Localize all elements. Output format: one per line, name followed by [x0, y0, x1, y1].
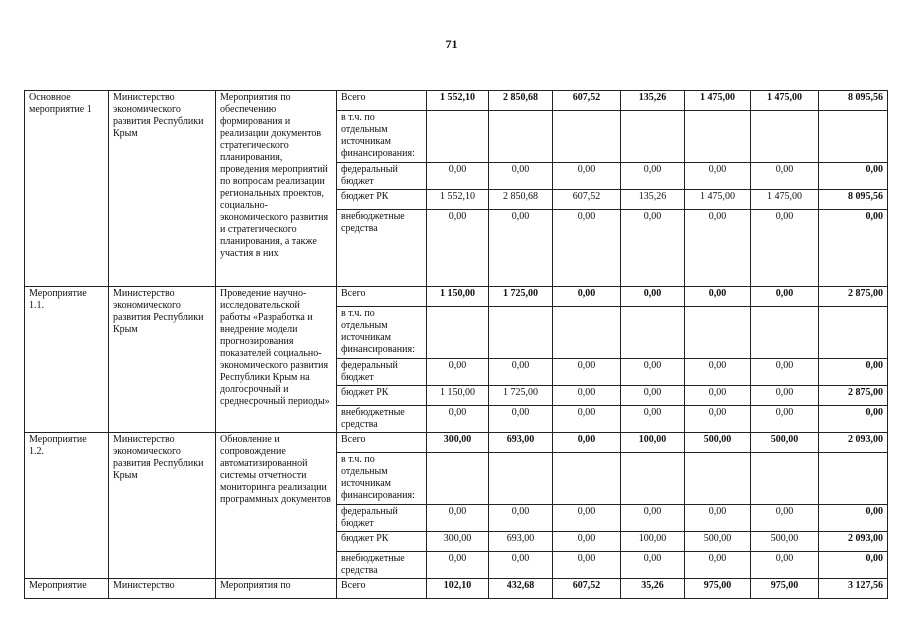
group-label-cell: Основное мероприятие 1 — [25, 91, 109, 287]
total-value-cell: 2 875,00 — [819, 287, 888, 307]
year-value-cell: 607,52 — [553, 190, 621, 210]
year-value-cell — [553, 111, 621, 163]
budget-table — [24, 90, 888, 599]
year-value-cell: 0,00 — [427, 163, 489, 190]
group-label-cell: Мероприятие — [25, 579, 109, 599]
year-value-cell — [427, 111, 489, 163]
year-value-cell: 0,00 — [427, 552, 489, 579]
year-value-cell: 607,52 — [553, 91, 621, 111]
year-value-cell: 0,00 — [621, 505, 685, 532]
year-value-cell — [553, 453, 621, 505]
funding-source-cell: внебюджетные средства — [337, 210, 427, 287]
table-row — [25, 287, 888, 307]
year-value-cell: 0,00 — [685, 386, 751, 406]
year-value-cell: 1 725,00 — [489, 287, 553, 307]
funding-source-cell: бюджет РК — [337, 532, 427, 552]
year-value-cell: 0,00 — [553, 287, 621, 307]
funding-source-cell: внебюджетные средства — [337, 406, 427, 433]
event-name-cell: Проведение научно-исследовательской работы «Разработка и внедрение модели прогнозирования показателей социально-экономического развития Республики Крым на долгосрочный и среднесрочный периоды» — [216, 287, 337, 433]
year-value-cell: 0,00 — [685, 406, 751, 433]
year-value-cell: 100,00 — [621, 433, 685, 453]
executor-cell: Министерство экономического развития Республики Крым — [109, 287, 216, 433]
year-value-cell: 0,00 — [685, 552, 751, 579]
year-value-cell: 0,00 — [553, 552, 621, 579]
year-value-cell: 693,00 — [489, 433, 553, 453]
funding-source-cell: Всего — [337, 287, 427, 307]
year-value-cell — [685, 307, 751, 359]
year-value-cell: 0,00 — [751, 163, 819, 190]
funding-source-cell: бюджет РК — [337, 386, 427, 406]
year-value-cell — [751, 307, 819, 359]
year-value-cell: 0,00 — [553, 386, 621, 406]
year-value-cell: 500,00 — [751, 433, 819, 453]
year-value-cell — [427, 453, 489, 505]
year-value-cell: 135,26 — [621, 190, 685, 210]
year-value-cell: 0,00 — [751, 359, 819, 386]
funding-source-cell: федеральный бюджет — [337, 505, 427, 532]
year-value-cell: 0,00 — [685, 359, 751, 386]
year-value-cell: 0,00 — [685, 287, 751, 307]
year-value-cell: 500,00 — [685, 433, 751, 453]
funding-source-cell: в т.ч. по отдельным источникам финансирования: — [337, 111, 427, 163]
year-value-cell — [427, 307, 489, 359]
year-value-cell — [751, 111, 819, 163]
year-value-cell: 1 725,00 — [489, 386, 553, 406]
total-value-cell: 0,00 — [819, 210, 888, 287]
funding-source-cell: бюджет РК — [337, 190, 427, 210]
total-value-cell: 0,00 — [819, 552, 888, 579]
year-value-cell: 1 475,00 — [685, 190, 751, 210]
year-value-cell: 0,00 — [553, 359, 621, 386]
executor-cell: Министерство экономического развития Республики Крым — [109, 91, 216, 287]
group-label-cell: Мероприятие 1.2. — [25, 433, 109, 579]
year-value-cell: 102,10 — [427, 579, 489, 599]
year-value-cell: 0,00 — [553, 406, 621, 433]
year-value-cell: 500,00 — [685, 532, 751, 552]
year-value-cell: 300,00 — [427, 532, 489, 552]
year-value-cell — [489, 453, 553, 505]
year-value-cell: 0,00 — [685, 163, 751, 190]
year-value-cell: 0,00 — [427, 406, 489, 433]
year-value-cell — [621, 307, 685, 359]
year-value-cell: 0,00 — [751, 386, 819, 406]
executor-cell: Министерство — [109, 579, 216, 599]
year-value-cell: 0,00 — [751, 406, 819, 433]
year-value-cell: 0,00 — [489, 359, 553, 386]
year-value-cell — [553, 307, 621, 359]
year-value-cell: 975,00 — [751, 579, 819, 599]
year-value-cell: 0,00 — [621, 359, 685, 386]
page-number: 71 — [445, 37, 458, 51]
year-value-cell: 0,00 — [751, 210, 819, 287]
year-value-cell — [751, 453, 819, 505]
year-value-cell — [621, 453, 685, 505]
year-value-cell: 0,00 — [553, 505, 621, 532]
year-value-cell: 1 475,00 — [685, 91, 751, 111]
total-value-cell: 8 095,56 — [819, 190, 888, 210]
year-value-cell: 1 475,00 — [751, 190, 819, 210]
year-value-cell: 432,68 — [489, 579, 553, 599]
total-value-cell: 0,00 — [819, 163, 888, 190]
year-value-cell: 2 850,68 — [489, 91, 553, 111]
table-row — [25, 433, 888, 453]
year-value-cell — [489, 111, 553, 163]
year-value-cell: 0,00 — [427, 359, 489, 386]
year-value-cell: 0,00 — [489, 505, 553, 532]
year-value-cell: 500,00 — [751, 532, 819, 552]
year-value-cell: 0,00 — [685, 505, 751, 532]
total-value-cell — [819, 307, 888, 359]
year-value-cell: 35,26 — [621, 579, 685, 599]
table-row — [25, 579, 888, 599]
total-value-cell — [819, 111, 888, 163]
total-value-cell: 0,00 — [819, 505, 888, 532]
total-value-cell: 0,00 — [819, 406, 888, 433]
year-value-cell: 1 150,00 — [427, 287, 489, 307]
executor-cell: Министерство экономического развития Республики Крым — [109, 433, 216, 579]
total-value-cell: 2 093,00 — [819, 532, 888, 552]
year-value-cell: 0,00 — [553, 433, 621, 453]
funding-source-cell: внебюджетные средства — [337, 552, 427, 579]
year-value-cell: 0,00 — [427, 505, 489, 532]
funding-source-cell: в т.ч. по отдельным источникам финансирования: — [337, 453, 427, 505]
year-value-cell: 0,00 — [553, 210, 621, 287]
year-value-cell: 0,00 — [621, 386, 685, 406]
year-value-cell: 0,00 — [621, 210, 685, 287]
year-value-cell: 0,00 — [621, 406, 685, 433]
total-value-cell: 3 127,56 — [819, 579, 888, 599]
year-value-cell: 0,00 — [621, 287, 685, 307]
funding-source-cell: в т.ч. по отдельным источникам финансирования: — [337, 307, 427, 359]
total-value-cell — [819, 453, 888, 505]
year-value-cell: 0,00 — [621, 163, 685, 190]
total-value-cell: 2 093,00 — [819, 433, 888, 453]
year-value-cell: 0,00 — [489, 406, 553, 433]
year-value-cell: 1 552,10 — [427, 91, 489, 111]
event-name-cell: Мероприятия по — [216, 579, 337, 599]
year-value-cell: 2 850,68 — [489, 190, 553, 210]
year-value-cell: 0,00 — [427, 210, 489, 287]
year-value-cell: 300,00 — [427, 433, 489, 453]
event-name-cell: Обновление и сопровождение автоматизированной системы отчетности мониторинга реализации программных документов — [216, 433, 337, 579]
total-value-cell: 2 875,00 — [819, 386, 888, 406]
year-value-cell: 0,00 — [489, 552, 553, 579]
year-value-cell: 1 475,00 — [751, 91, 819, 111]
table-row — [25, 91, 888, 111]
total-value-cell: 8 095,56 — [819, 91, 888, 111]
funding-source-cell: федеральный бюджет — [337, 163, 427, 190]
year-value-cell — [621, 111, 685, 163]
year-value-cell: 607,52 — [553, 579, 621, 599]
year-value-cell: 975,00 — [685, 579, 751, 599]
year-value-cell: 693,00 — [489, 532, 553, 552]
year-value-cell: 135,26 — [621, 91, 685, 111]
year-value-cell: 0,00 — [489, 163, 553, 190]
year-value-cell: 0,00 — [751, 287, 819, 307]
year-value-cell — [685, 453, 751, 505]
year-value-cell: 0,00 — [621, 552, 685, 579]
year-value-cell: 1 552,10 — [427, 190, 489, 210]
event-name-cell: Мероприятия по обеспечению формирования и реализации документов стратегического планирования, проведения мероприятий по вопросам реализации региональных проектов, социально-экономического развития и стратегического планирования, а также участия в них — [216, 91, 337, 287]
year-value-cell: 0,00 — [685, 210, 751, 287]
year-value-cell — [489, 307, 553, 359]
year-value-cell: 0,00 — [751, 505, 819, 532]
year-value-cell: 1 150,00 — [427, 386, 489, 406]
funding-source-cell: Всего — [337, 579, 427, 599]
year-value-cell — [685, 111, 751, 163]
year-value-cell: 0,00 — [751, 552, 819, 579]
funding-source-cell: федеральный бюджет — [337, 359, 427, 386]
year-value-cell: 0,00 — [489, 210, 553, 287]
year-value-cell: 0,00 — [553, 163, 621, 190]
year-value-cell: 100,00 — [621, 532, 685, 552]
total-value-cell: 0,00 — [819, 359, 888, 386]
year-value-cell: 0,00 — [553, 532, 621, 552]
group-label-cell: Мероприятие 1.1. — [25, 287, 109, 433]
funding-source-cell: Всего — [337, 433, 427, 453]
funding-source-cell: Всего — [337, 91, 427, 111]
